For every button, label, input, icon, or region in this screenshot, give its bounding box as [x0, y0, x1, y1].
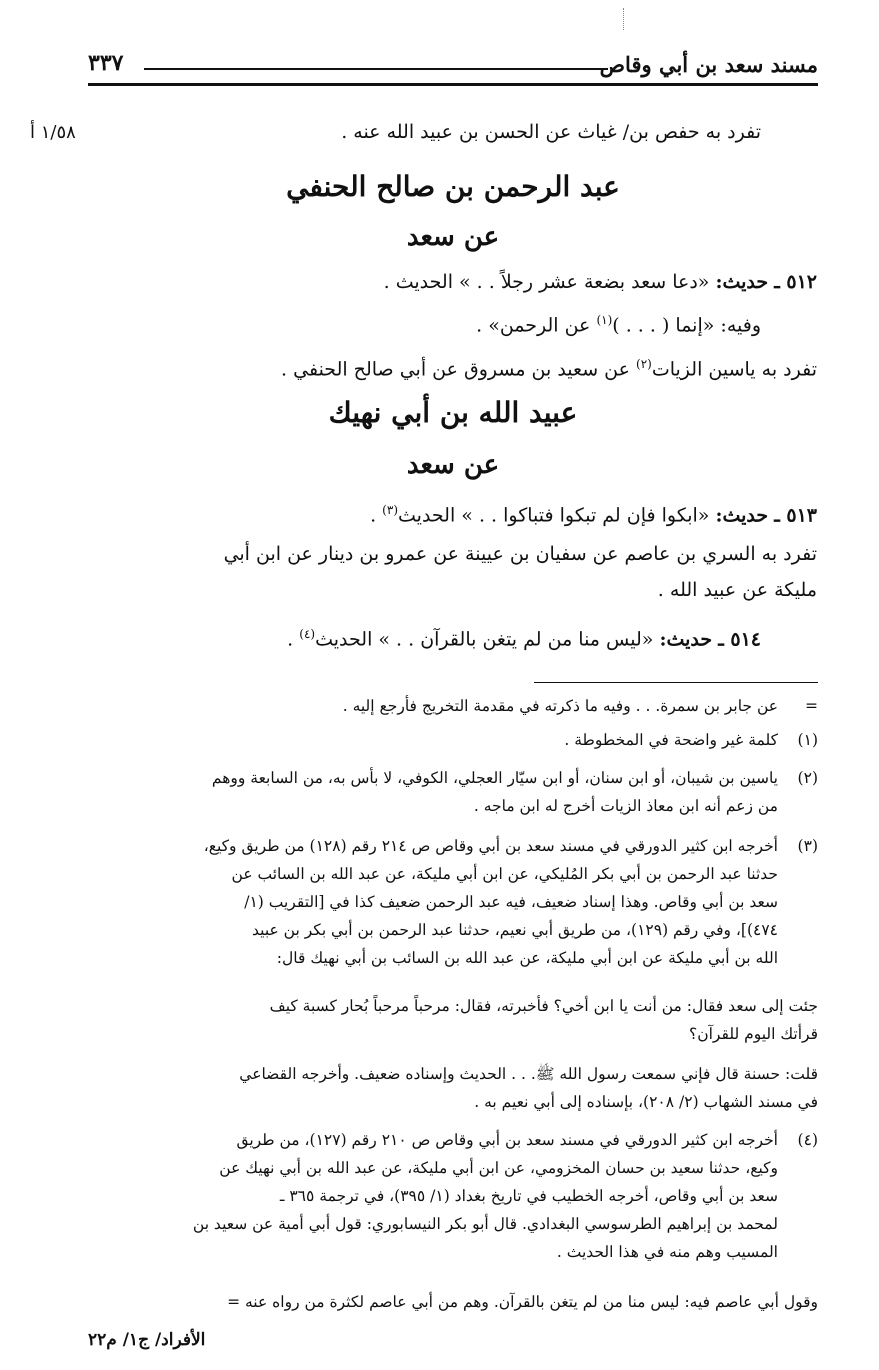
wafih-text: وفيه: «إنما ( . . . ): [612, 314, 761, 337]
narrator-heading-1: عبد الرحمن بن صالح الحنفي: [286, 170, 620, 203]
footnote-3-continued: [88, 1060, 818, 1116]
footnote-ref: (٢): [636, 357, 652, 371]
footnote-continuation: [88, 692, 818, 720]
hadith-text-end: .: [287, 628, 300, 651]
footnote-line: من زعم أنه ابن معاذ الزيات أخرج له ابن ماجه .: [473, 797, 778, 815]
tafarrud-text-end: عن سعيد بن مسروق عن أبي صالح الحنفي .: [281, 358, 637, 381]
hadith-label: حديث:: [659, 628, 713, 651]
footnote-line: أخرجه ابن كثير الدورقي في مسند سعد بن أبي وقاص ص ٢١٠ رقم (١٢٧)، من طريق: [236, 1131, 778, 1149]
manuscript-folio-ref: ١/٥٨ أ: [30, 122, 76, 143]
footnote-ref: (٤): [299, 627, 316, 641]
footnote-line: قرأتك اليوم للقرآن؟: [689, 1025, 818, 1043]
hadith-label: حديث:: [715, 271, 769, 293]
hadith-label: حديث:: [715, 504, 769, 527]
footnote-2: [88, 764, 818, 820]
header-title: مسند سعد بن أبي وقاص: [599, 52, 818, 77]
hadith-number: ٥١٣ ـ: [774, 504, 817, 527]
footnote-line: كلمة غير واضحة في المخطوطة .: [564, 731, 778, 749]
footnote-line: قلت: حسنة قال فإني سمعت رسول الله ﷺ. . . الحديث وإسناده ضعيف. وأخرجه القضاعي: [239, 1065, 818, 1083]
footnote-ref: (٣): [382, 503, 398, 517]
footnote-line: في مسند الشهاب (٢/ ٢٠٨)، بإسناده إلى أبي نعيم به .: [474, 1093, 818, 1111]
footnote-line: وقول أبي عاصم فيه: ليس منا من لم يتغن بالقرآن. وهم من أبي عاصم لكثرة من رواه عنه =: [227, 1293, 818, 1311]
footnote-line: حدثنا عبد الرحمن بن أبي بكر المُليكي، عن ابن أبي مليكة، عن عبد الله بن السائب عن: [231, 865, 778, 883]
footnote-number: (٢): [797, 769, 818, 787]
footnote-line: جئت إلى سعد فقال: من أنت يا ابن أخي؟ فأخبرته، فقال: مرحباً مرحباً بُحار كسبة كيف: [269, 997, 818, 1015]
footnote-line: لمحمد بن إبراهيم الطرسوسي البغدادي. قال أبو بكر النيسابوري: قول أبي أمية عن سعيد بن: [192, 1215, 778, 1233]
footnote-3: [88, 832, 818, 972]
footnote-number: (٣): [797, 837, 818, 855]
intro-line: تفرد به حفص بن/ غياث عن الحسن بن عبيد الله عنه .: [341, 121, 761, 143]
footnote-line: وكيع، حدثنا سعيد بن حسان المخزومي، عن ابن أبي مليكة، عن عبد الله بن أبي نهيك عن: [219, 1159, 778, 1177]
hadith-text: «ليس منا من لم يتغن بالقرآن . . » الحديث: [315, 628, 654, 651]
wafih-text-end: عن الرحمن» .: [476, 314, 597, 337]
hadith-512-tafarrud: [281, 350, 817, 383]
footnote-4-continued: [88, 1288, 818, 1316]
hadith-512-wafih: [476, 306, 761, 339]
footnote-line: الله بن أبي مليكة عن ابن أبي مليكة، عن عبد الله بن السائب بن أبي نهيك قال:: [276, 949, 778, 967]
tafarrud-text: تفرد به ياسين الزيات: [651, 358, 817, 381]
footnote-1: [88, 726, 818, 754]
footnote-3-quote: [88, 992, 818, 1048]
narrator-heading-2: عبيد الله بن أبي نهيك: [328, 396, 578, 429]
footnote-number: (٤): [797, 1131, 818, 1149]
footnote-separator: [534, 682, 818, 683]
footnote-line: ياسين بن شيبان، أو ابن سنان، أو ابن سيّار العجلي، الكوفي، لا بأس به، من السابعة ووهم: [211, 769, 778, 787]
continuation-marker: =: [805, 697, 818, 715]
footnote-ref: (١): [596, 313, 613, 327]
hadith-514: [287, 620, 761, 653]
signature-mark: الأفراد/ ج١/ م٢٢: [88, 1330, 206, 1350]
hadith-513-tafarrud-l2: مليكة عن عبيد الله .: [657, 579, 817, 601]
hadith-512: [384, 268, 817, 296]
hadith-number: ٥١٢ ـ: [774, 271, 817, 293]
footnote-line: أخرجه ابن كثير الدورقي في مسند سعد بن أبي وقاص ص ٢١٤ رقم (١٢٨) من طريق وكيع،: [203, 837, 778, 855]
hadith-text: «ابكوا فإن لم تبكوا فتباكوا . . » الحديث: [398, 504, 710, 527]
footnote-line: ٤٧٤)]، وفي رقم (١٢٩)، من طريق أبي نعيم، حدثنا عبد الرحمن بن أبي بكر بن عبيد: [252, 921, 778, 939]
footnote-line: سعد بن أبي وقاص، أخرجه الخطيب في تاريخ بغداد (١/ ٣٩٥)، في ترجمة ٣٦٥ ـ: [279, 1187, 778, 1205]
footnote-line: المسيب وهم منه في هذا الحديث .: [556, 1243, 778, 1261]
footnote-line: عن جابر بن سمرة. . . وفيه ما ذكرته في مقدمة التخريج فأرجع إليه .: [342, 697, 778, 715]
header-rule: [88, 83, 818, 86]
hadith-513-tafarrud-l1: تفرد به السري بن عاصم عن سفيان بن عيينة عن عمرو بن دينار عن ابن أبي: [223, 543, 817, 565]
hadith-513: [370, 496, 817, 529]
running-header: [88, 48, 818, 82]
hadith-number: ٥١٤ ـ: [718, 628, 761, 651]
hadith-text: «دعا سعد بضعة عشر رجلاً . . » الحديث .: [383, 271, 710, 293]
footnote-4: [88, 1126, 818, 1266]
narrator-subheading-2: عن سعد: [406, 450, 500, 480]
header-leader-line: [144, 68, 608, 70]
narrator-subheading-1: عن سعد: [406, 222, 500, 252]
footnote-line: سعد بن أبي وقاص. وهذا إسناد ضعيف، فيه عبد الرحمن ضعيف كذا في [التقريب (١/: [244, 893, 778, 911]
crop-mark: [623, 8, 625, 30]
footnote-number: (١): [797, 731, 818, 749]
page-number: ٣٣٧: [88, 50, 124, 76]
hadith-text-end: .: [370, 504, 383, 527]
